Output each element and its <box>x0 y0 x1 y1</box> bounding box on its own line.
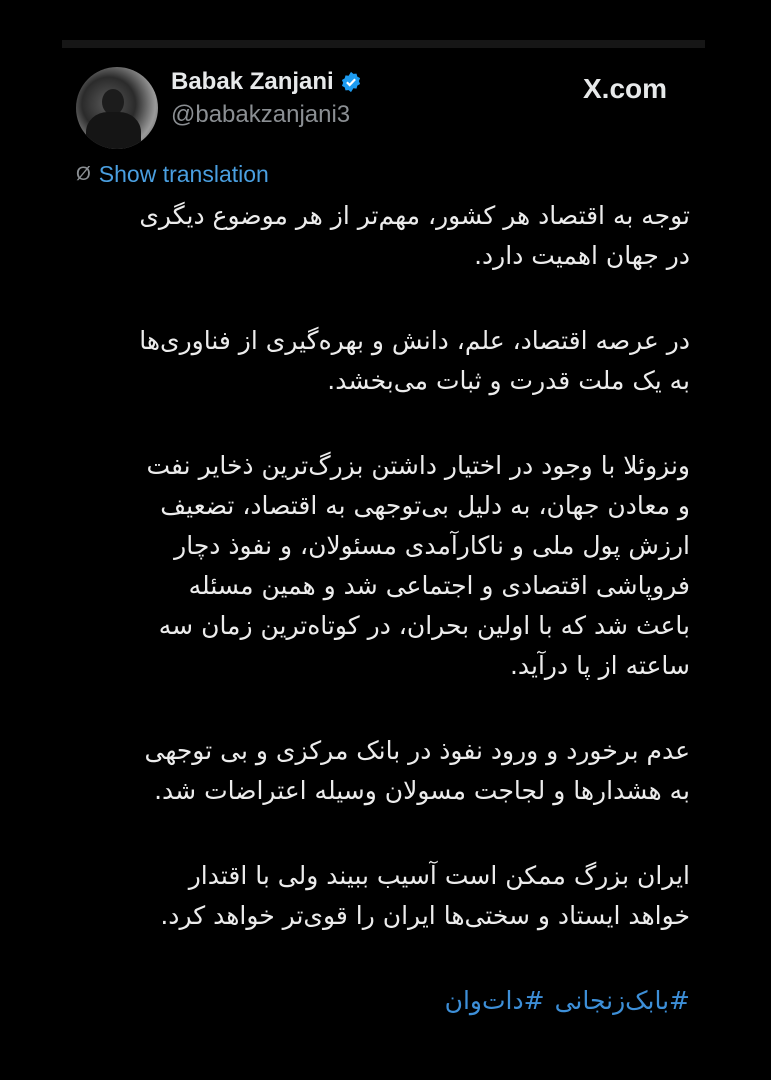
post-line: باعث شد که با اولین بحران، در کوتاه‌ترین زمان سه <box>158 611 690 640</box>
post-line: فروپاشی اقتصادی و اجتماعی شد و همین مسئله <box>188 571 690 600</box>
show-translation-label: Show translation <box>98 161 269 187</box>
post-line: ونزوئلا با وجود در اختیار داشتن بزرگ‌ترین ذخایر نفت <box>146 451 690 480</box>
hashtag-link[interactable]: #بابک‌زنجانی <box>554 986 690 1015</box>
post-line: خواهد ایستاد و سختی‌ها ایران را قوی‌تر خواهد کرد. <box>160 901 690 930</box>
site-label: X.com <box>583 73 668 104</box>
top-divider <box>62 40 705 48</box>
hashtags <box>70 981 690 1021</box>
post-paragraph <box>70 731 690 811</box>
post-line: به یک ملت قدرت و ثبات می‌بخشد. <box>327 366 690 395</box>
post-paragraph <box>70 321 690 401</box>
post-line: ارزش پول ملی و ناکارآمدی مسئولان، و نفوذ دچار <box>174 531 690 560</box>
author-name-row[interactable] <box>171 68 362 96</box>
avatar[interactable] <box>76 67 158 149</box>
post-line: ساعته از پا درآید. <box>509 651 690 680</box>
hashtag-link[interactable]: #دات‌وان <box>444 986 545 1015</box>
post-line: در جهان اهمیت دارد. <box>474 241 690 270</box>
post-body <box>70 196 690 1021</box>
post-line: توجه به اقتصاد هر کشور، مهم‌تر از هر موضوع دیگری <box>139 201 690 230</box>
verified-badge-icon <box>340 71 362 93</box>
post-paragraph <box>70 196 690 276</box>
post-paragraph <box>70 446 690 686</box>
post-line: عدم برخورد و ورود نفوذ در بانک مرکزی و بی توجهی <box>144 736 690 765</box>
globe-slash-icon: Ø <box>76 163 91 185</box>
show-translation-link[interactable] <box>76 161 269 188</box>
post-line: در عرصه اقتصاد، علم، دانش و بهره‌گیری از فناوری‌ها <box>139 326 690 355</box>
post-line: به هشدارها و لجاجت مسولان وسیله اعتراضات شد. <box>154 776 690 805</box>
author-name: Babak Zanjani <box>171 68 334 95</box>
post-paragraph <box>70 856 690 936</box>
author-handle[interactable]: @babakzanjani3 <box>171 101 351 128</box>
post-line: ایران بزرگ ممکن است آسیب ببیند ولی با اقتدار <box>188 861 690 890</box>
post-line: و معادن جهان، به دلیل بی‌توجهی به اقتصاد، تضعیف <box>160 491 690 520</box>
